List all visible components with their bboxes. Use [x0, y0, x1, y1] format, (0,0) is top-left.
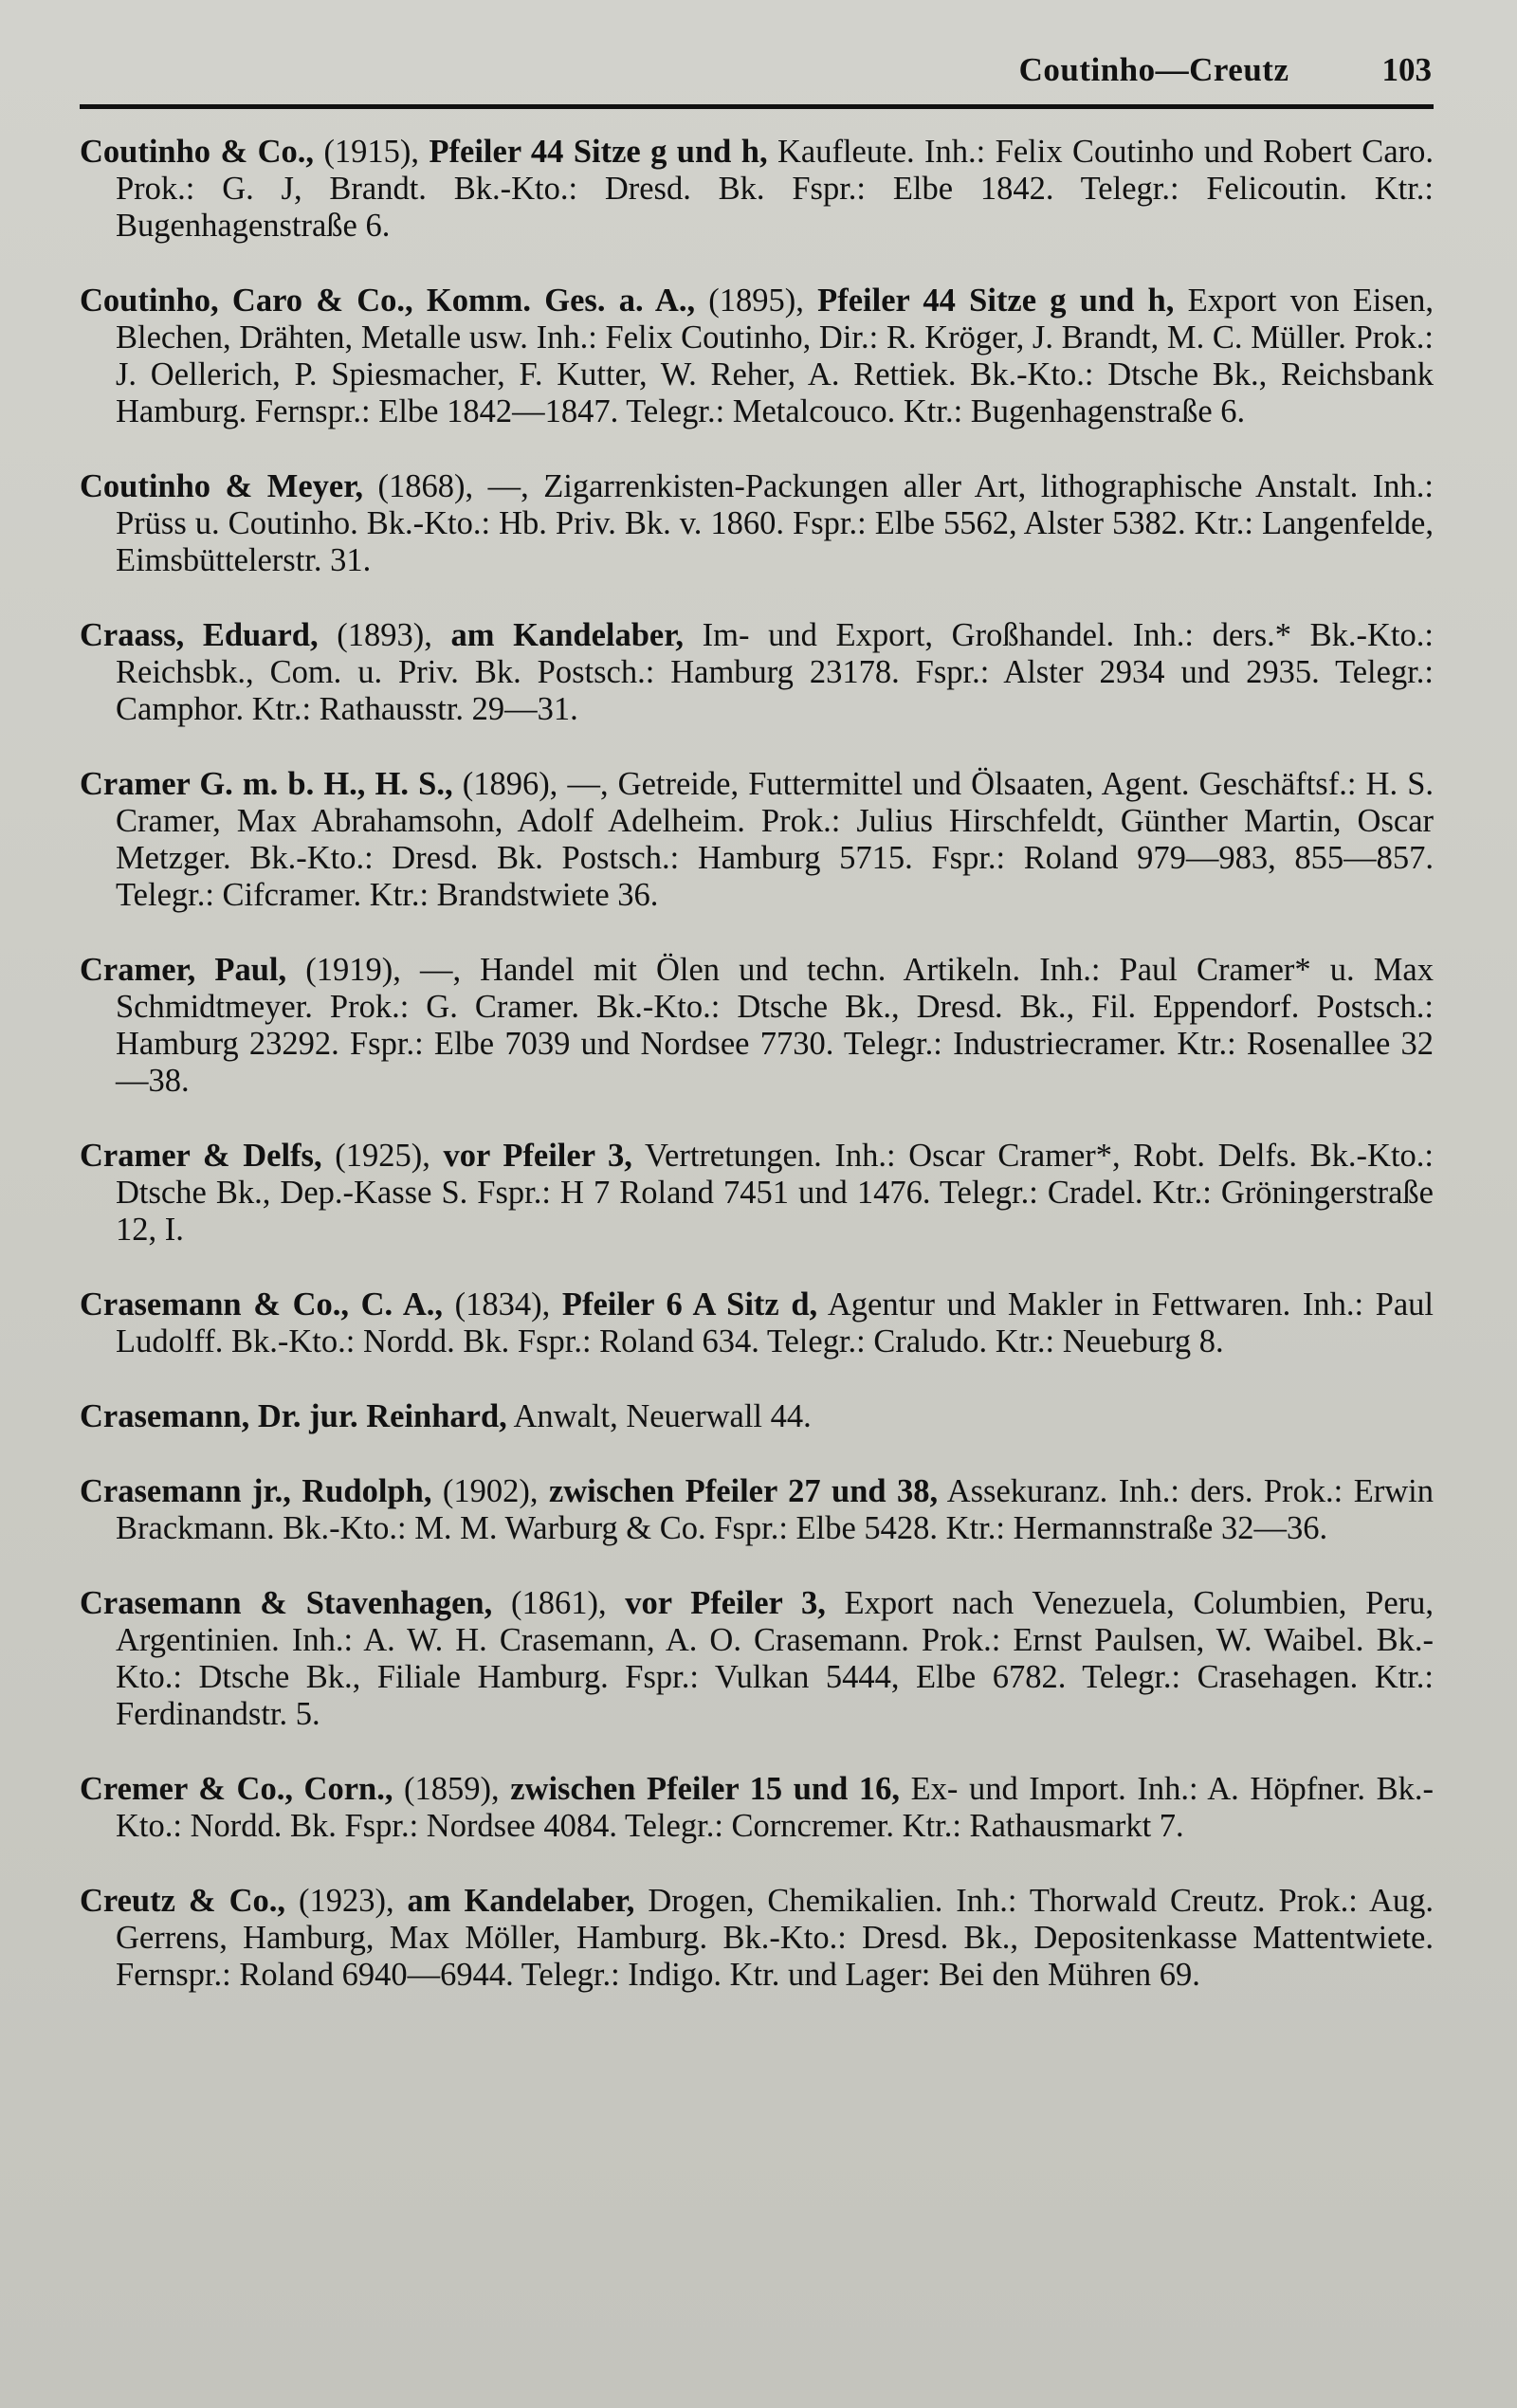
entry-details: —, Handel mit Ölen und techn. Artikeln. Inh.: Paul Cramer* u. Max Schmidtmeyer. Prok.: G. Cramer. Bk.-Kto.: Dtsche Bk., Dresd. Bk., Fil. Eppendorf. Postsch.: Hamburg 23292. Fspr.: Elbe 7039 und Nordsee 7730. Telegr.: Industriecramer. Ktr.: Rosenallee 32—38. [116, 952, 1434, 1099]
directory-entry [80, 1473, 1434, 1547]
entry-details: Kaufleute. Inh.: Felix Coutinho und Robert Caro. Prok.: G. J, Brandt. Bk.-Kto.: Dresd. Bk. Fspr.: Elbe 1842. Telegr.: Felicoutin. Ktr.: Bugenhagenstraße 6. [116, 134, 1434, 244]
exchange-location: vor Pfeiler 3, [443, 1138, 632, 1174]
firm-name: Craass, Eduard, [80, 617, 319, 653]
exchange-location: Pfeiler 44 Sitze g und h, [817, 283, 1175, 319]
firm-name: Cramer & Delfs, [80, 1138, 322, 1174]
entry-details: Agentur und Makler in Fettwaren. Inh.: Paul Ludolff. Bk.-Kto.: Nordd. Bk. Fspr.: Roland 634. Telegr.: Craludo. Ktr.: Neueburg 8. [116, 1286, 1434, 1359]
firm-name: Coutinho & Co., [80, 134, 315, 170]
firm-name: Creutz & Co., [80, 1883, 285, 1919]
firm-name: Coutinho & Meyer, [80, 468, 363, 504]
firm-name: Crasemann & Stavenhagen, [80, 1585, 493, 1621]
exchange-location: am Kandelaber, [407, 1883, 635, 1919]
founding-year: (1925), [321, 1138, 444, 1174]
founding-year: (1859), [393, 1771, 511, 1807]
directory-entry [80, 766, 1434, 914]
directory-entry [80, 134, 1434, 245]
directory-entry [80, 1286, 1434, 1360]
entry-details: Vertretungen. Inh.: Oscar Cramer*, Robt. Delfs. Bk.-Kto.: Dtsche Bk., Dep.-Kasse S. Fspr.: H 7 Roland 7451 und 1476. Telegr.: Cradel. Ktr.: Gröningerstraße 12, I. [116, 1138, 1434, 1248]
header-rule [80, 104, 1434, 109]
firm-name: Cramer, Paul, [80, 952, 287, 988]
founding-year: (1868), [363, 468, 488, 504]
founding-year: (1902), [431, 1473, 549, 1509]
firm-name: Crasemann jr., Rudolph, [80, 1473, 432, 1509]
running-head [80, 51, 1434, 95]
entry-details: Im- und Export, Großhandel. Inh.: ders.* Bk.-Kto.: Reichsbk., Com. u. Priv. Bk. Postsch.: Hamburg 23178. Fspr.: Alster 2934 und 2935. Telegr.: Camphor. Ktr.: Rathausstr. 29—31. [116, 617, 1434, 727]
directory-entry [80, 1398, 1434, 1435]
entry-details: Anwalt, Neuerwall 44. [513, 1398, 812, 1434]
exchange-location: Pfeiler 44 Sitze g und h, [429, 134, 768, 170]
firm-name: Crasemann & Co., C. A., [80, 1286, 444, 1323]
entry-details: —, Getreide, Futtermittel und Ölsaaten, Agent. Geschäftsf.: H. S. Cramer, Max Abrahamsohn, Adolf Adelheim. Prok.: Julius Hirschfeldt, Günther Martin, Oscar Metzger. Bk.-Kto.: Dresd. Bk. Postsch.: Hamburg 5715. Fspr.: Roland 979—983, 855—857. Telegr.: Cifcramer. Ktr.: Brandstwiete 36. [116, 766, 1435, 913]
directory-entry [80, 1883, 1434, 1994]
directory-entry [80, 283, 1434, 430]
founding-year: (1923), [285, 1883, 408, 1919]
founding-year: (1915), [314, 134, 430, 170]
exchange-location: zwischen Pfeiler 27 und 38, [548, 1473, 939, 1509]
founding-year: (1861), [492, 1585, 626, 1621]
running-head-title: Coutinho—Creutz [1018, 51, 1289, 88]
entry-details: Export von Eisen, Blechen, Drähten, Metalle usw. Inh.: Felix Coutinho, Dir.: R. Kröger, J. Brandt, M. C. Müller. Prok.: J. Oellerich, P. Spiesmacher, F. Kutter, W. Reher, A. Rettiek. Bk.-Kto.: Dtsche Bk., Reichsbank Hamburg. Fernspr.: Elbe 1842—1847. Telegr.: Metalcouco. Ktr.: Bugenhagenstraße 6. [116, 283, 1434, 429]
exchange-location: am Kandelaber, [450, 617, 685, 653]
directory-entry [80, 952, 1434, 1100]
entry-details: Ex- und Import. Inh.: A. Höpfner. Bk.-Kto.: Nordd. Bk. Fspr.: Nordsee 4084. Telegr.: Corncremer. Ktr.: Rathausmarkt 7. [116, 1771, 1434, 1844]
directory-entry [80, 468, 1434, 579]
directory-entry [80, 617, 1434, 728]
exchange-location: vor Pfeiler 3, [625, 1585, 826, 1621]
founding-year: (1895), [695, 283, 818, 319]
entry-details: Export nach Venezuela, Columbien, Peru, Argentinien. Inh.: A. W. H. Crasemann, A. O. Crasemann. Prok.: Ernst Paulsen, W. Waibel. Bk.-Kto.: Dtsche Bk., Filiale Hamburg. Fspr.: Vulkan 5444, Elbe 6782. Telegr.: Crasehagen. Ktr.: Ferdinandstr. 5. [116, 1585, 1434, 1732]
firm-name: Cramer G. m. b. H., H. S., [80, 766, 453, 802]
directory-entry [80, 1771, 1434, 1845]
founding-year: (1896), [452, 766, 568, 802]
exchange-location: zwischen Pfeiler 15 und 16, [510, 1771, 900, 1807]
directory-entries [80, 134, 1434, 1994]
page-number: 103 [1381, 51, 1432, 88]
entry-details: —, Zigarrenkisten-Packungen aller Art, lithographische Anstalt. Inh.: Prüss u. Coutinho. Bk.-Kto.: Hb. Priv. Bk. v. 1860. Fspr.: Elbe 5562, Alster 5382. Ktr.: Langenfelde, Eimsbüttelerstr. 31. [116, 468, 1434, 578]
founding-year [507, 1398, 514, 1434]
founding-year: (1893), [318, 617, 451, 653]
firm-name: Coutinho, Caro & Co., Komm. Ges. a. A., [80, 283, 696, 319]
founding-year: (1919), [286, 952, 420, 988]
exchange-location: Pfeiler 6 A Sitz d, [561, 1286, 818, 1323]
firm-name: Cremer & Co., Corn., [80, 1771, 393, 1807]
directory-entry [80, 1138, 1434, 1249]
founding-year: (1834), [443, 1286, 562, 1323]
entry-details: Drogen, Chemikalien. Inh.: Thorwald Creutz. Prok.: Aug. Gerrens, Hamburg, Max Möller, Hamburg. Bk.-Kto.: Dresd. Bk., Depositenkasse Mattentwiete. Fernspr.: Roland 6940—6944. Telegr.: Indigo. Ktr. und Lager: Bei den Mühren 69. [116, 1883, 1434, 1993]
entry-details: Assekuranz. Inh.: ders. Prok.: Erwin Brackmann. Bk.-Kto.: M. M. Warburg & Co. Fspr.: Elbe 5428. Ktr.: Hermannstraße 32—36. [116, 1473, 1435, 1546]
firm-name: Crasemann, Dr. jur. Reinhard, [80, 1398, 507, 1434]
directory-entry [80, 1585, 1434, 1733]
